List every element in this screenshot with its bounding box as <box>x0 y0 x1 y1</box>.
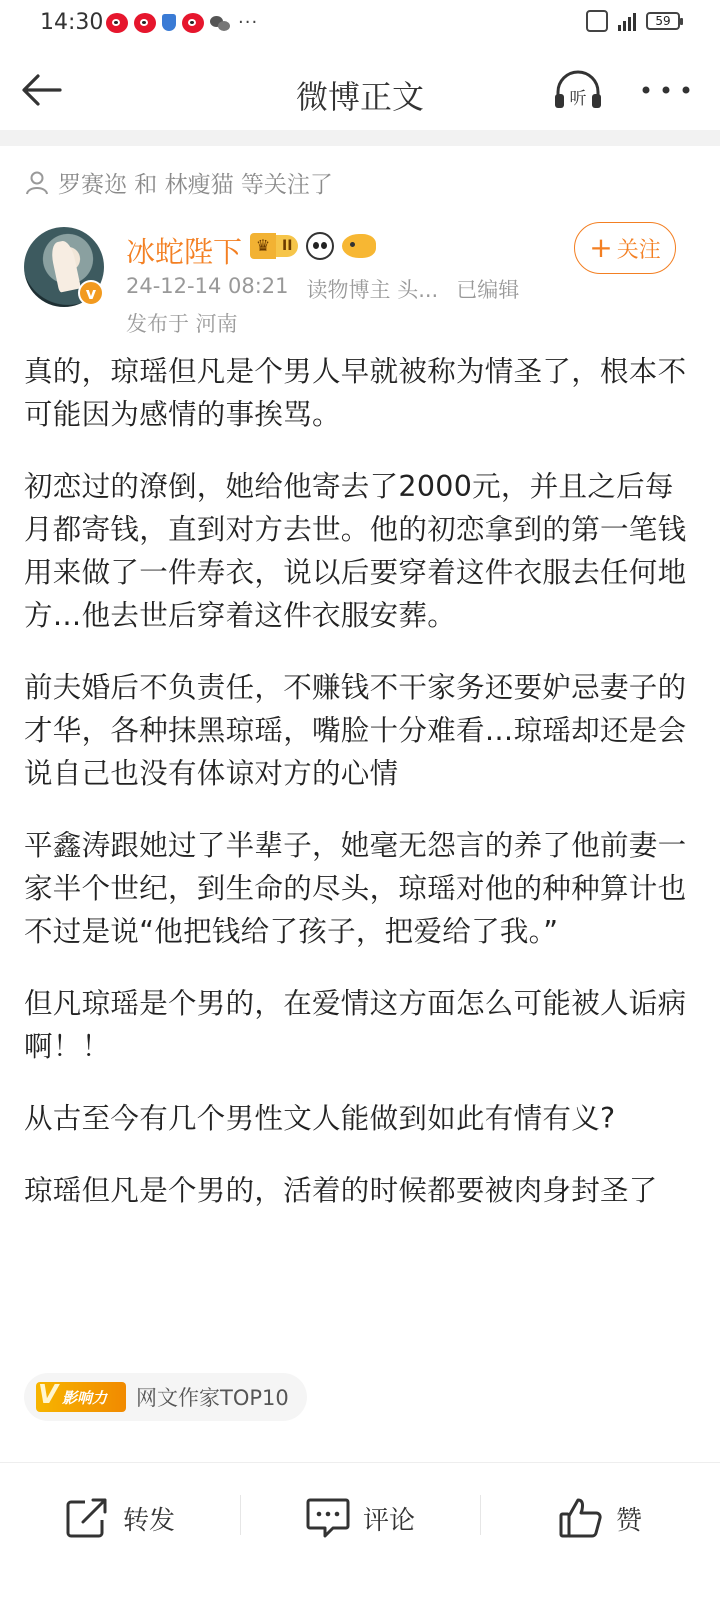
status-time: 14:30 <box>40 10 104 35</box>
member-level-badge[interactable]: ♛ II <box>250 233 298 259</box>
post-paragraph: 前夫婚后不负责任，不赚钱不干家务还要妒忌妻子的才华，各种抹黑琼瑶，嘴脸十分难看…琼瑶却还是会说自己也没有体谅对方的心情 <box>24 671 687 790</box>
influence-badge-icon: V 影响力 <box>36 1382 126 1412</box>
post-content <box>24 350 692 1241</box>
comment-icon <box>305 1496 351 1540</box>
thumbs-up-icon <box>558 1496 604 1540</box>
author-category: 读物博主 头... <box>306 278 439 302</box>
followed-by-text: 罗赛迩 和 林瘦猫 等关注了 <box>58 172 333 198</box>
fish-icon[interactable] <box>342 234 376 258</box>
more-options-icon[interactable] <box>636 70 696 110</box>
panda-icon[interactable] <box>306 232 334 260</box>
signal-icon <box>618 11 636 31</box>
post-paragraph: 但凡琼瑶是个男的，在爱情这方面怎么可能被人诟病啊！！ <box>24 987 687 1063</box>
post-paragraph: 从古至今有几个男性文人能做到如此有情有义? <box>24 1102 616 1135</box>
section-divider <box>0 130 720 146</box>
bottom-action-bar <box>0 1462 720 1573</box>
post-date: 24-12-14 08:21 <box>126 274 289 298</box>
top-nav-bar <box>0 50 720 130</box>
post-meta <box>126 274 519 304</box>
post-paragraph: 琼瑶但凡是个男的，活着的时候都要被肉身封圣了 <box>24 1174 658 1207</box>
svg-text:听: 听 <box>569 89 587 109</box>
wechat-icon <box>210 14 232 32</box>
weibo-notification-icon <box>182 13 204 33</box>
influence-tag-text: 网文作家TOP10 <box>136 1386 289 1410</box>
status-bar <box>0 0 720 50</box>
crown-icon: ♛ <box>250 233 276 259</box>
followed-by-hint[interactable] <box>24 166 333 199</box>
author-name[interactable]: 冰蛇陛下 <box>126 235 243 269</box>
battery-icon: 59 <box>646 12 680 30</box>
influence-tag[interactable] <box>24 1373 307 1421</box>
repost-icon <box>65 1496 111 1540</box>
vibrate-icon <box>586 10 608 32</box>
follow-button[interactable]: + 关注 <box>574 222 676 274</box>
repost-button[interactable]: 转发 <box>0 1463 240 1573</box>
person-icon <box>24 170 50 196</box>
post-paragraph: 初恋过的潦倒，她给他寄去了2000元，并且之后每月都寄钱，直到对方去世。他的初恋拿到的第一笔钱用来做了一件寿衣，说以后要穿着这件衣服去任何地方…他去世后穿着这件衣服安葬。 <box>24 470 687 632</box>
system-icons <box>586 10 680 32</box>
page-title: 微博正文 <box>295 78 424 116</box>
post-location: 发布于 河南 <box>126 312 238 336</box>
notification-icons <box>106 12 258 33</box>
like-button[interactable]: 赞 <box>480 1463 720 1573</box>
weibo-notification-icon <box>134 13 156 33</box>
weibo-notification-icon <box>106 13 128 33</box>
shield-icon <box>162 14 176 31</box>
listen-icon[interactable] <box>552 68 604 112</box>
plus-icon: + <box>589 231 613 264</box>
post-paragraph: 平鑫涛跟她过了半辈子，她毫无怨言的养了他前妻一家半个世纪，到生命的尽头，琼瑶对他的种种算计也不过是说“他把钱给了孩子，把爱给了我。” <box>24 829 687 948</box>
more-notifications-icon: ··· <box>238 12 259 33</box>
post-paragraph: 真的，琼瑶但凡是个男人早就被称为情圣了，根本不可能因为感情的事挨骂。 <box>24 355 687 431</box>
author-badges <box>250 232 376 260</box>
comment-button[interactable]: 评论 <box>240 1463 480 1573</box>
edited-label[interactable]: 已编辑 <box>456 278 520 302</box>
verified-badge-icon: v <box>78 280 104 306</box>
